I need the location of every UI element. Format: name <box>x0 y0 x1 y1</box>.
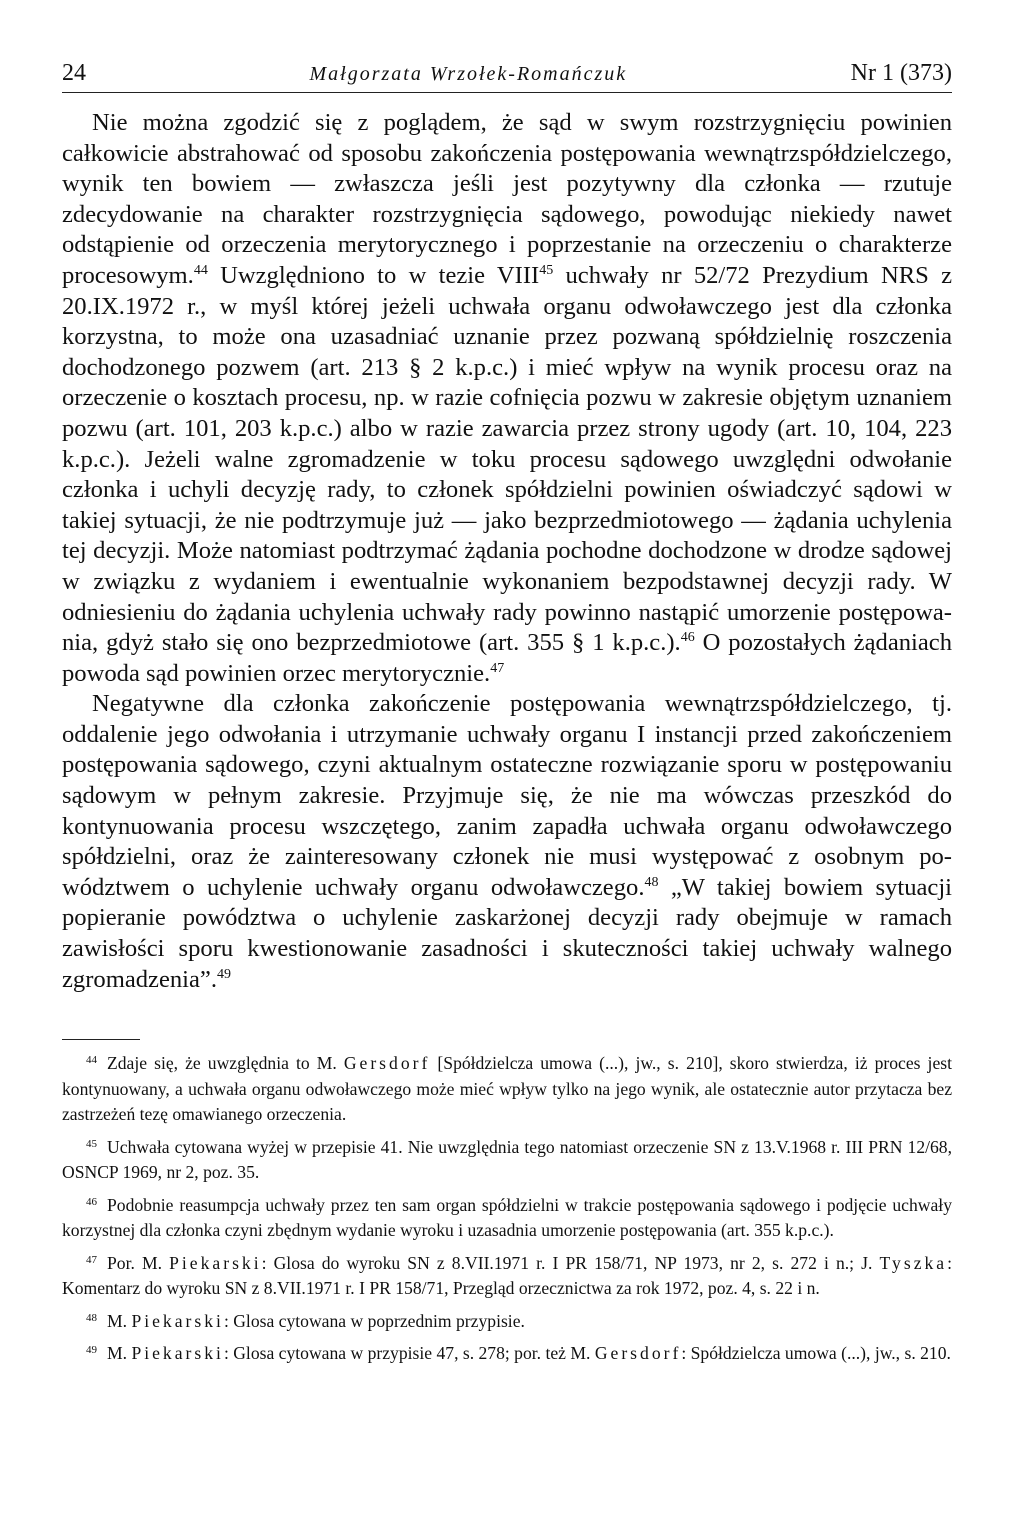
footnote-number: 46 <box>86 1195 97 1208</box>
footnote-number: 47 <box>86 1253 97 1266</box>
footnote-ref-47[interactable]: 47 <box>490 660 505 676</box>
footnote-number: 49 <box>86 1344 97 1357</box>
footnote-text: M. <box>107 1310 132 1331</box>
footnotes <box>62 1048 952 1367</box>
footnote-text: : Komentarz do wyroku SN z 8.VII.1971 r. I PR 158/71, Przegląd orzecznictwa za rok 1972, poz. 4, s. 22 i n. <box>62 1252 952 1299</box>
running-author: Małgorzata Wrzołek-Romańczuk <box>309 63 628 85</box>
p1-text-3: uchwały nr 52/72 Prezydium NRS z 20.IX.1972 r., w myśl której jeżeli uchwała organu odwoławczego jest dla członka korzystna, to może ona uzasadniać uznanie przez pozwaną spółdzielnię roszczenia dochodzonego pozwem (art. 213 § 2 k.p.c.) i mieć wpływ na wynik procesu oraz na orzeczenie o kosztach procesu, np. w razie cofnięcia pozwu w zakresie objętym uznaniem pozwu (art. 101, 203 k.p.c.) albo w razie zawarcia przez strony ugody (art. 10, 104, 223 k.p.c.). Jeżeli walne zgromadzenie w toku procesu sądowego uwzględni odwołanie członka i uchyli decyzję rady, to członek spółdzielni powinien oświadczyć sądowi w takiej sytuacji, że nie podtrzymuje już — jako bezprzedmiotowego — żądania uchylenia tej decyzji. Może natomiast podtrzymać żądania pochodne dochodzone w drodze sądowej w związku z wydaniem i ewentualnie wykonaniem bezpodstawnej decyzji rady. W odniesieniu do żądania uchylenia uchwały rady powinno nastąpić umorzenie postępowania, gdyż stało się ono bezprzedmiotowe (art. 355 § 1 k.p.c.). <box>62 261 952 657</box>
p2-text-2: „W takiej bowiem sytuacji popieranie powództwa o uchylenie zaskarżonej decyzji rady obejmuje w ramach zawisłości sporu kwestionowanie zasadności i skuteczności takiej uchwały walnego zgromadzenia”. <box>62 873 952 993</box>
journal-page <box>62 58 952 1371</box>
paragraph-1 <box>62 108 952 689</box>
footnote-text: [Spółdzielcza umowa (...), jw., s. 210], skoro stwierdza, iż proces jest kontynuowany, a uchwała organu odwoławczego może mieć wpływ tylko na jego wynik, ale ostatecznie autor przytacza bez zastrzeżeń tezę omawianego orzeczenia. <box>62 1053 952 1125</box>
footnote-47 <box>62 1248 952 1302</box>
footnote-text: : Glosa cytowana w przypisie 47, s. 278; por. też M. <box>223 1343 595 1364</box>
cited-author: Gersdorf <box>594 1343 682 1364</box>
footnote-separator <box>62 1039 140 1040</box>
paragraph-2 <box>62 689 952 995</box>
footnote-text: : Glosa do wyroku SN z 8.VII.1971 r. I PR 158/71, NP 1973, nr 2, s. 272 i n.; J. <box>261 1252 880 1273</box>
footnote-ref-44[interactable]: 44 <box>193 262 208 278</box>
footnote-46 <box>62 1190 952 1244</box>
footnote-text: Zdaje się, że uwzględnia to M. <box>107 1053 344 1074</box>
p1-text-2: Uwzględniono to w tezie VIII <box>207 261 540 289</box>
cited-author: Gersdorf <box>343 1053 431 1074</box>
footnote-48 <box>62 1306 952 1335</box>
footnote-ref-49[interactable]: 49 <box>216 966 231 982</box>
cited-author: Tyszka <box>879 1252 948 1273</box>
p1-text-4: O pozostałych żądaniach powoda sąd powinien orzec merytorycznie. <box>62 629 952 687</box>
issue-number: Nr 1 (373) <box>850 60 952 86</box>
footnote-number: 48 <box>86 1311 97 1324</box>
footnote-45 <box>62 1132 952 1186</box>
footnote-text: Por. M. <box>107 1252 170 1273</box>
cited-author: Piekarski <box>131 1310 224 1331</box>
footnote-text: : Spółdzielcza umowa (...), jw., s. 210. <box>681 1343 951 1364</box>
footnote-ref-48[interactable]: 48 <box>644 874 659 890</box>
footnote-number: 45 <box>86 1137 97 1150</box>
footnote-text: : Glosa cytowana w poprzednim przypisie. <box>223 1310 525 1331</box>
article-body <box>62 108 952 995</box>
footnote-ref-45[interactable]: 45 <box>539 262 554 278</box>
p2-text-1: Negatywne dla członka zakończenie postępowania wewnątrzspółdzielczego, tj. oddalenie jego odwołania i utrzymanie uchwały organu I instancji przed zakończeniem postępowania sądowego, czyni aktualnym ostateczne rozwiązanie sporu w postępowaniu sądowym w pełnym zakresie. Przyjmuje się, że nie ma wówczas przeszkód do kontynuowania procesu wszczętego, zanim zapadła uchwała organu odwoławczego spółdzielni, oraz że zainteresowany członek nie musi występować z osobnym powództwem o uchylenie uchwały organu odwoławczego. <box>62 690 952 901</box>
footnote-49 <box>62 1338 952 1367</box>
footnote-number: 44 <box>86 1054 97 1067</box>
footnote-text: M. <box>107 1343 132 1364</box>
footnote-44 <box>62 1048 952 1128</box>
cited-author: Piekarski <box>169 1252 262 1273</box>
footnote-text: Uchwała cytowana wyżej w przepisie 41. Nie uwzględnia tego natomiast orzeczenie SN z 13.V.1968 r. III PRN 12/68, OSNCP 1969, nr 2, poz. 35. <box>62 1136 952 1183</box>
footnote-ref-46[interactable]: 46 <box>680 630 695 646</box>
page-number: 24 <box>62 60 86 86</box>
running-header <box>62 58 952 93</box>
cited-author: Piekarski <box>131 1343 224 1364</box>
p1-text-1: Nie można zgodzić się z poglądem, że sąd w swym rozstrzygnięciu powinien całkowicie abstrahować od sposobu zakończenia postępowania wewnątrzspółdzielczego, wynik ten bowiem — zwłaszcza jeśli jest pozytywny dla członka — rzutuje zdecydowanie na charakter rozstrzygnięcia sądowego, powodując niekiedy nawet odstąpienie od orzeczenia merytorycznego i poprzestanie na orzeczeniu o charakterze procesowym. <box>62 109 952 289</box>
footnote-text: Podobnie reasumpcja uchwały przez ten sam organ spółdzielni w trakcie postępowania sądowego i podjęcie uchwały korzystnej dla członka czyni zbędnym wydanie wyroku i uzasadnia umorzenie postępowania (art. 355 k.p.c.). <box>62 1194 952 1241</box>
